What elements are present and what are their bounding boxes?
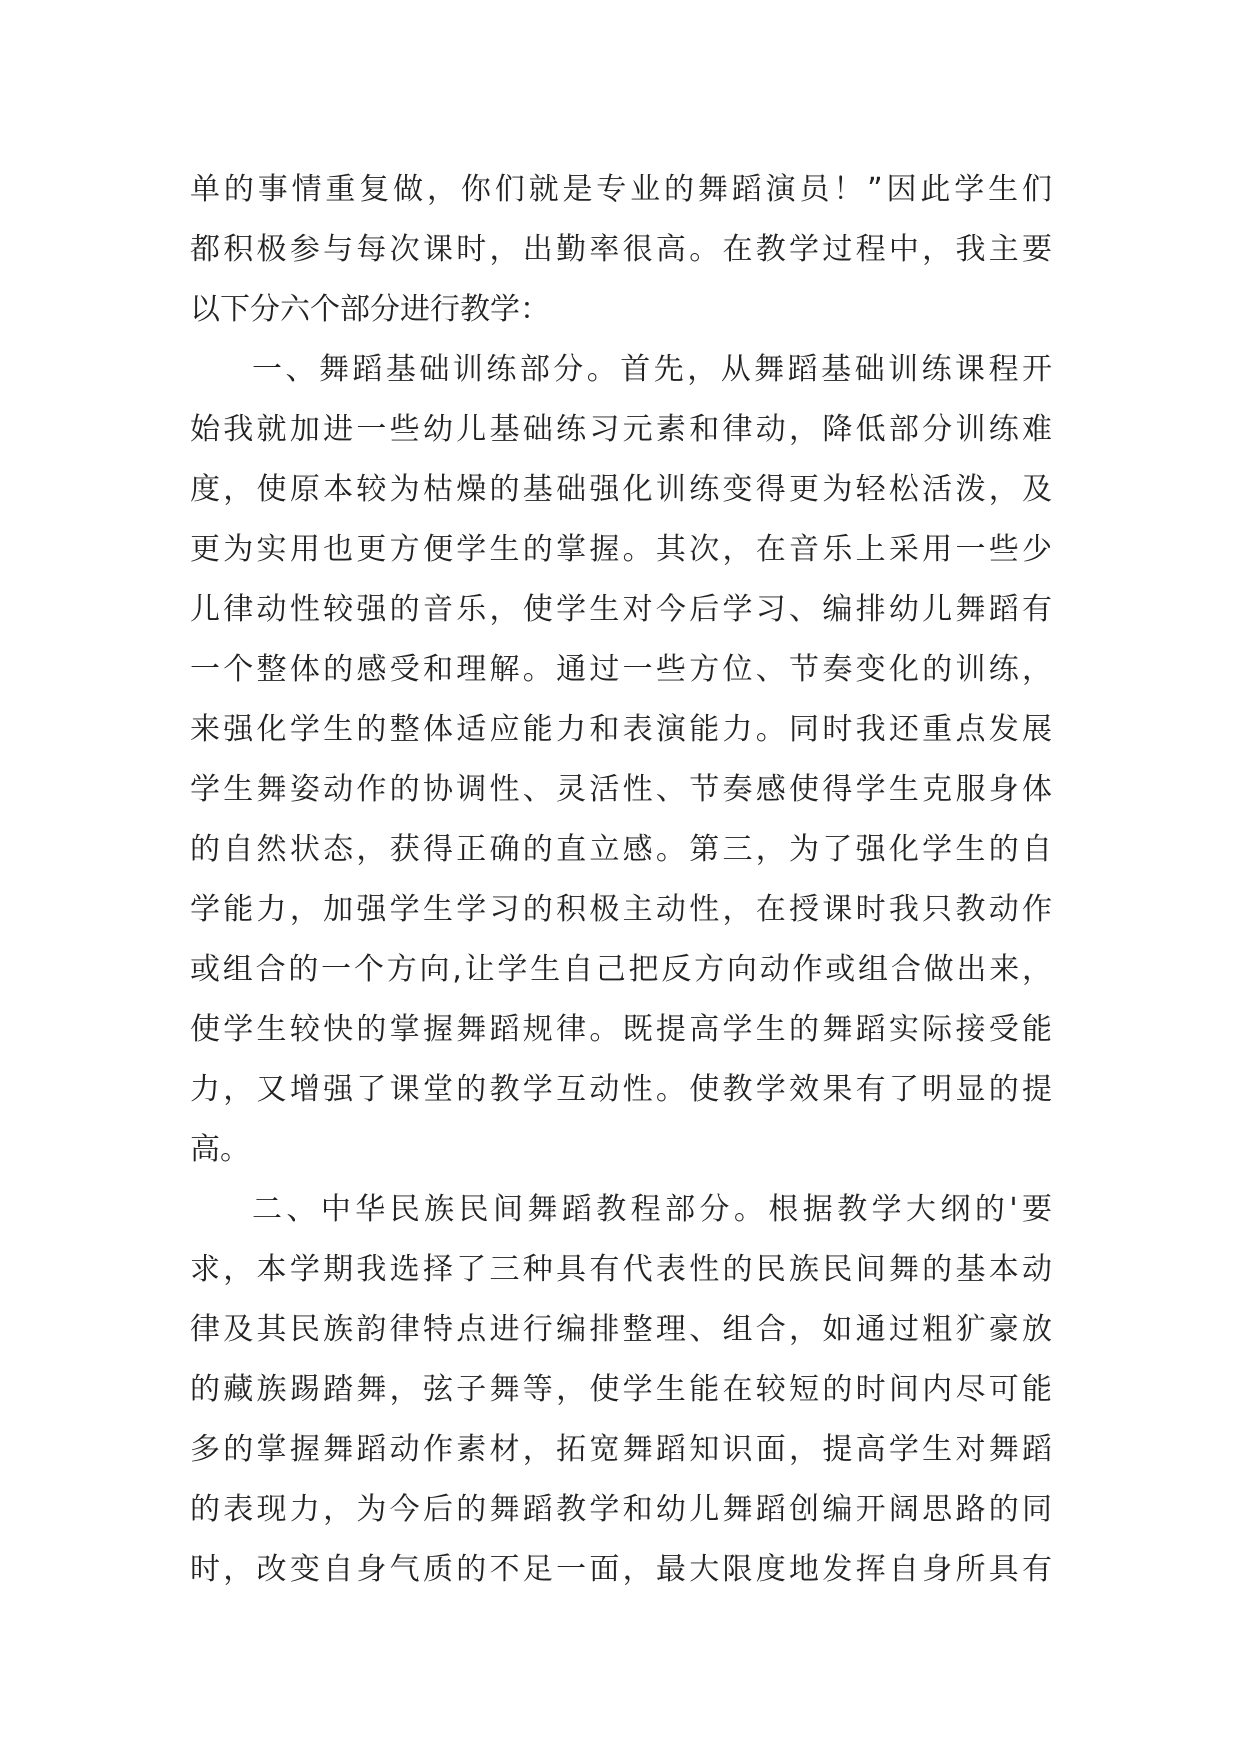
text-line: 始我就加进一些幼儿基础练习元素和律动，降低部分训练难 [190, 412, 1052, 447]
text-line: 度，使原本较为枯燥的基础强化训练变得更为轻松活泼，及 [190, 472, 1052, 507]
text-line: 时，改变自身气质的不足一面，最大限度地发挥自身所具有 [190, 1552, 1052, 1587]
text-line: 律及其民族韵律特点进行编排整理、组合，如通过粗犷豪放 [190, 1312, 1052, 1347]
text-line: 的自然状态，获得正确的直立感。第三，为了强化学生的自 [190, 832, 1052, 867]
paragraph-start-line: 一、舞蹈基础训练部分。首先，从舞蹈基础训练课程开 [252, 352, 1052, 387]
text-line: 学能力，加强学生学习的积极主动性，在授课时我只教动作 [190, 892, 1052, 927]
text-line: 求，本学期我选择了三种具有代表性的民族民间舞的基本动 [190, 1252, 1052, 1287]
text-line: 以下分六个部分进行教学： [190, 292, 550, 327]
text-line: 多的掌握舞蹈动作素材，拓宽舞蹈知识面，提高学生对舞蹈 [190, 1432, 1052, 1467]
text-line: 高。 [190, 1132, 250, 1167]
text-line: 单的事情重复做，你们就是专业的舞蹈演员！”因此学生们 [190, 172, 1052, 207]
text-line: 使学生较快的掌握舞蹈规律。既提高学生的舞蹈实际接受能 [190, 1012, 1052, 1047]
text-line: 学生舞姿动作的协调性、灵活性、节奏感使得学生克服身体 [190, 772, 1052, 807]
text-line: 一个整体的感受和理解。通过一些方位、节奏变化的训练， [190, 652, 1052, 687]
text-line: 儿律动性较强的音乐，使学生对今后学习、编排幼儿舞蹈有 [190, 592, 1052, 627]
text-line: 的藏族踢踏舞，弦子舞等，使学生能在较短的时间内尽可能 [190, 1372, 1052, 1407]
body-text [190, 160, 1052, 1600]
text-line: 都积极参与每次课时，出勤率很高。在教学过程中，我主要 [190, 232, 1052, 267]
text-line: 力，又增强了课堂的教学互动性。使教学效果有了明显的提 [190, 1072, 1052, 1107]
paragraph-start-line: 二、中华民族民间舞蹈教程部分。根据教学大纲的'要 [252, 1192, 1052, 1227]
text-line: 更为实用也更方便学生的掌握。其次，在音乐上采用一些少 [190, 532, 1052, 567]
text-line: 的表现力，为今后的舞蹈教学和幼儿舞蹈创编开阔思路的同 [190, 1492, 1052, 1527]
text-line: 来强化学生的整体适应能力和表演能力。同时我还重点发展 [190, 712, 1052, 747]
text-line: 或组合的一个方向,让学生自己把反方向动作或组合做出来， [190, 952, 1052, 987]
